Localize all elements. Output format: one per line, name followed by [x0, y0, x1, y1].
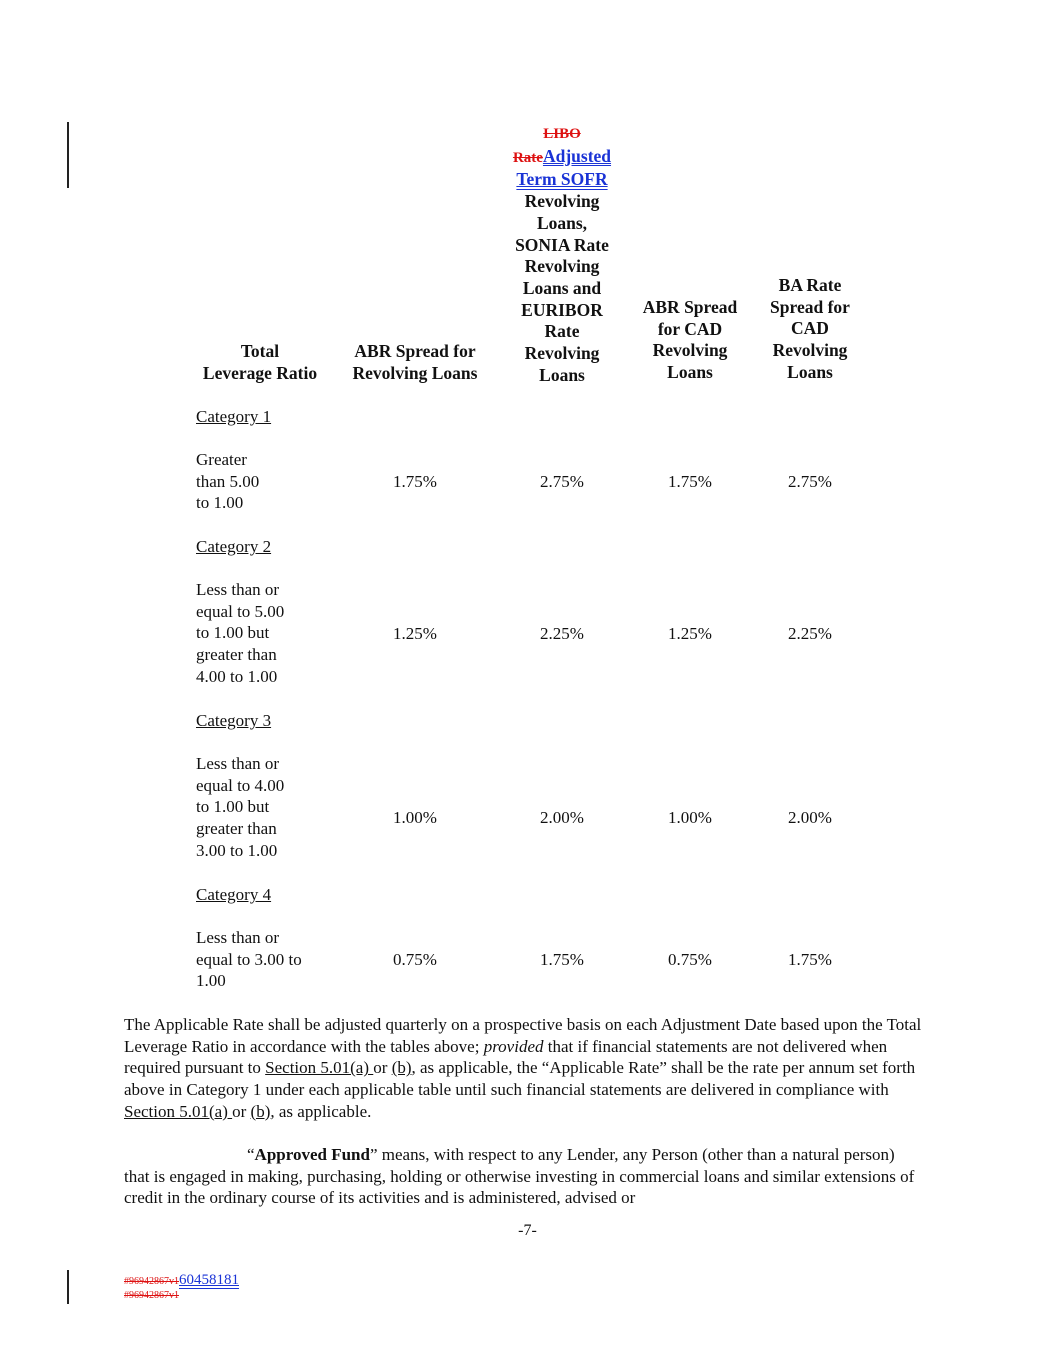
rate-value: 1.25% [668, 624, 712, 643]
rate-value: 0.75% [393, 950, 437, 969]
section-reference: (b) [391, 1058, 412, 1078]
text-run: or [373, 1058, 392, 1078]
struck-text: LIBO [543, 126, 581, 142]
rate-value: 1.00% [393, 808, 437, 827]
header-line: Total [240, 341, 280, 361]
header-total-leverage-ratio [190, 341, 330, 384]
header-line: Revolving [524, 256, 600, 277]
rate-value: 0.75% [668, 950, 712, 969]
inserted-text: Term SOFR [516, 169, 608, 190]
header-line: Spread for [770, 296, 850, 317]
document-id [124, 1272, 239, 1289]
change-bar-footer [67, 1270, 69, 1304]
approved-fund-definition [124, 1144, 924, 1209]
header-line: EURIBOR [521, 299, 603, 320]
section-reference: Section 5.01(a) [124, 1101, 233, 1121]
header-line: ABR Spread [642, 297, 738, 317]
text-run: “ [247, 1145, 255, 1164]
header-line: Revolving [524, 191, 600, 212]
rate-value: 1.75% [788, 950, 832, 969]
header-line: CAD [791, 318, 829, 339]
rate-value: 2.75% [540, 472, 584, 491]
category-description [196, 449, 259, 514]
struck-text: Rate [512, 149, 543, 166]
category-label: Category 4 [196, 885, 272, 904]
description-line: to 1.00 but [196, 797, 270, 817]
description-line: greater than [196, 645, 277, 665]
section-reference: (b) [250, 1101, 271, 1121]
header-line: Loans [667, 362, 713, 383]
struck-doc-id: #96942867v1 [124, 1276, 179, 1287]
text-run: , as applicable. [270, 1101, 372, 1121]
description-line: equal to 5.00 [196, 601, 285, 621]
inserted-doc-id: 60458181 [179, 1272, 239, 1288]
description-line: 3.00 to 1.00 [196, 840, 278, 860]
category-label: Category 2 [196, 537, 272, 556]
header-line: BA Rate [778, 275, 842, 295]
change-bar-top [67, 122, 69, 188]
description-line: Less than or [196, 754, 280, 773]
description-line: equal to 4.00 [196, 775, 285, 795]
header-line: Loans [539, 364, 585, 385]
defined-term: Approved Fund [254, 1145, 370, 1164]
header-term-sofr-revolving [497, 124, 627, 386]
header-ba-rate-spread-cad [755, 275, 865, 384]
applicable-rate-paragraph [124, 1014, 924, 1123]
section-reference: Section 5.01(a) [265, 1058, 374, 1078]
rate-value: 2.75% [788, 472, 832, 491]
header-line: Loans and [522, 277, 602, 298]
category-label: Category 3 [196, 711, 272, 730]
description-line: 4.00 to 1.00 [196, 666, 278, 686]
header-line: SONIA Rate [515, 234, 609, 255]
description-line: to 1.00 [196, 493, 244, 513]
description-line: Less than or [196, 928, 280, 947]
header-line: Loans, [536, 212, 588, 233]
rate-value: 2.25% [788, 624, 832, 643]
rate-value: 1.75% [668, 472, 712, 491]
category-description [196, 753, 284, 862]
description-line: than 5.00 [196, 471, 260, 491]
struck-doc-id-2: #96942867v1 [124, 1290, 179, 1301]
header-line: Loans [787, 361, 833, 382]
header-line: Revolving [772, 340, 848, 361]
header-line: ABR Spread for [354, 341, 476, 361]
text-run: The Applicable Rate shall be adjusted quarterly on a prospective basis on each Adjustment Date based upon the Total Leverage Ratio in accordance with the tables above; [124, 1015, 922, 1056]
text-run: ” means, with respect to any Lender, any Person (other than a natural person) that is engaged in making, purchasing, holding or otherwise investing in commercial loans and similar extensions of credit in the ordinary course of its activities and is administered, advised or [124, 1145, 915, 1208]
category-description [196, 927, 302, 992]
rate-value: 2.00% [540, 808, 584, 827]
header-line: for CAD [657, 318, 723, 339]
category-label: Category 1 [196, 407, 272, 426]
rate-value: 1.75% [540, 950, 584, 969]
description-line: Greater [196, 450, 247, 469]
header-line: Rate [544, 321, 580, 342]
header-line: Revolving [652, 340, 728, 361]
text-run: that if financial statements are not delivered when required pursuant to [124, 1036, 888, 1078]
description-line: equal to 3.00 to [196, 949, 302, 969]
rate-value: 1.75% [393, 472, 437, 491]
category-description [196, 579, 284, 688]
text-run: , as applicable, the “Applicable Rate” shall be the rate per annum set forth above in Category 1 under each applicable table until such financial statements are delivered in compliance with [124, 1058, 916, 1100]
description-line: greater than [196, 819, 277, 839]
description-line: Less than or [196, 580, 280, 599]
rate-value: 2.25% [540, 624, 584, 643]
header-line: Revolving [524, 343, 600, 364]
description-line: 1.00 [196, 971, 226, 991]
page-number: -7- [518, 1222, 537, 1239]
italic-text: provided [483, 1036, 544, 1056]
header-abr-spread-cad [630, 297, 750, 384]
inserted-text: Adjusted [542, 145, 612, 166]
description-line: to 1.00 but [196, 623, 270, 643]
rate-value: 1.25% [393, 624, 437, 643]
header-line: Revolving Loans [352, 362, 478, 383]
rate-value: 2.00% [788, 808, 832, 827]
header-line: Leverage Ratio [202, 362, 318, 383]
header-abr-spread-revolving [340, 341, 490, 384]
text-run: or [232, 1101, 251, 1121]
rate-value: 1.00% [668, 808, 712, 827]
